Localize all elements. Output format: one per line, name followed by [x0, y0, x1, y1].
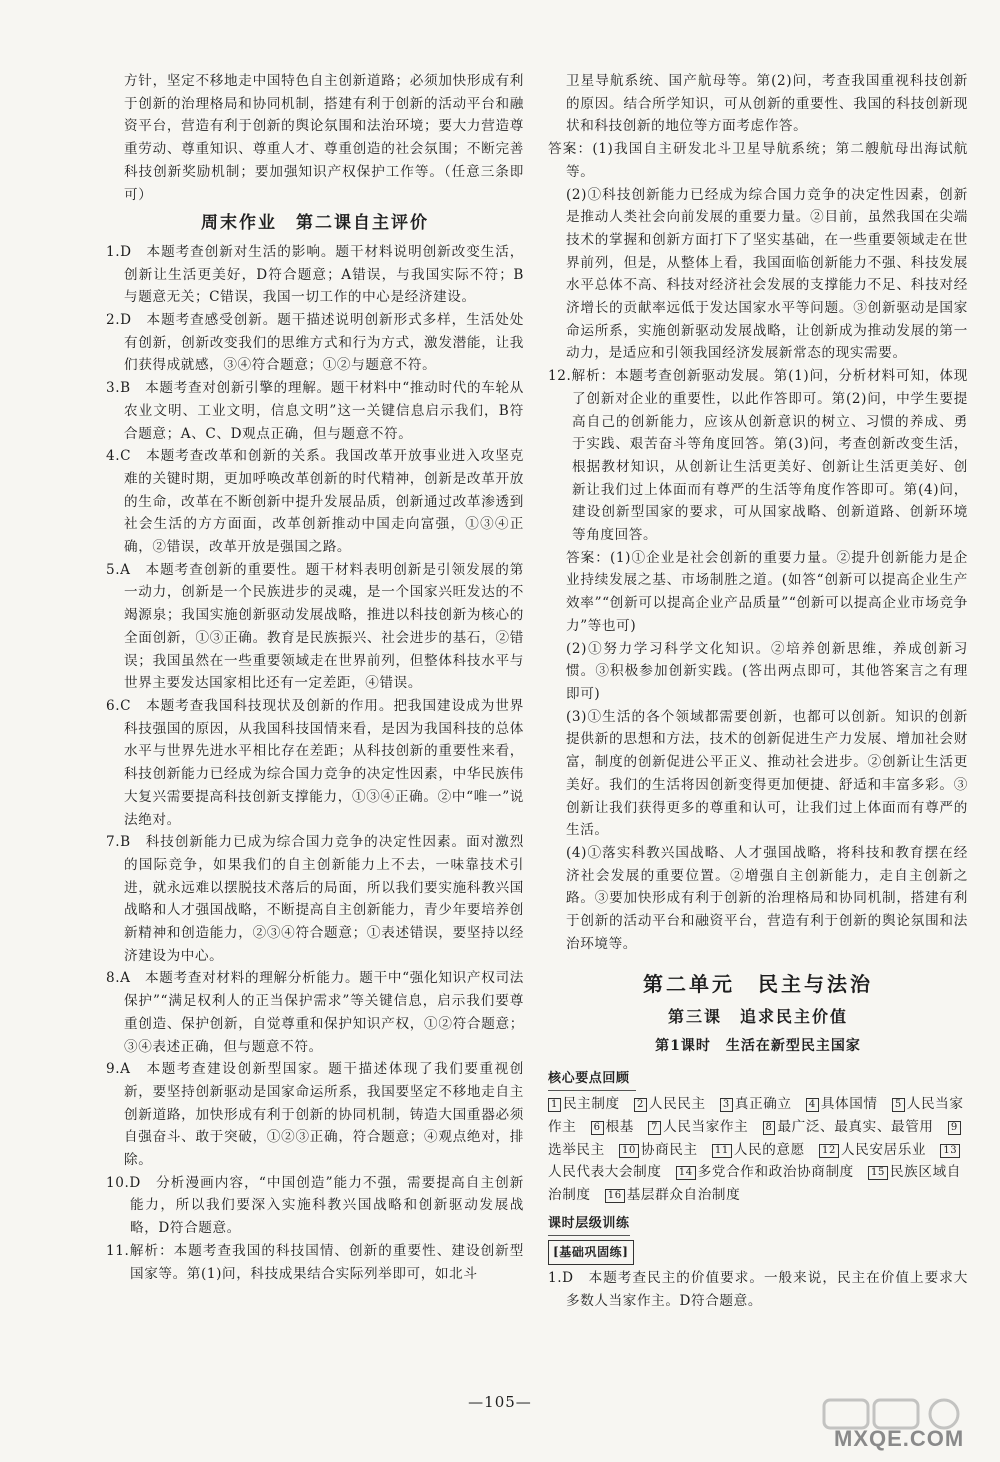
core-points-list: [548, 1093, 968, 1207]
core-point-text: 人民代表大会制度: [548, 1164, 662, 1181]
core-point-item: [605, 1187, 755, 1203]
core-point-number: 1: [548, 1098, 561, 1112]
core-point-item: [763, 1119, 948, 1135]
core-point-number: 9: [948, 1121, 961, 1135]
core-point-text: 人民当家作主: [548, 1096, 964, 1135]
watermark-text: MXQE.COM: [834, 1426, 965, 1451]
core-point-number: 14: [676, 1166, 696, 1180]
core-point-text: 协商民主: [640, 1141, 698, 1158]
core-point-number: 5: [892, 1098, 905, 1112]
core-point-text: 真正确立: [734, 1096, 792, 1113]
period-title: 第1课时 生活在新型民主国家: [655, 1037, 861, 1054]
core-point-text: 人民安居乐业: [840, 1141, 927, 1158]
core-point-item: [819, 1142, 940, 1158]
core-point-number: 13: [940, 1144, 960, 1158]
core-point-item: [591, 1119, 649, 1135]
analysis-12: 12.解析：本题考查创新驱动发展。第(1)问，分析材料可知，体现了创新对企业的重要性，以此作答即可。第(2)问，中学生要提高自己的创新能力，应该从创新意识的树立、习惯的养成、勇于实践、艰苦奋斗等角度回答。第(3)问，考查创新改变生活，根据教材知识，从创新让生活更美好、创新让生活更美好、创新让我们过上体面而有尊严的生活等角度作答即可。第(4)问，建设创新型国家的要求，可从国家战略、创新道路、创新环境等角度回答。: [548, 368, 968, 544]
core-point-text: 人民的意愿: [733, 1141, 805, 1158]
left-column: [106, 70, 524, 1285]
answer-item: 3.B 本题考查对创新引擎的理解。题干材料中“推动时代的车轮从农业文明、工业文明，信息文明”这一关键信息启示我们，B符合题意；A、C、D观点正确，但与题意不符。: [106, 380, 524, 442]
answer-12-part2: (2)①努力学习科学文化知识。②培养创新思维，养成创新习惯。③积极参加创新实践。(答出两点即可，其他答案言之有理即可): [566, 640, 968, 702]
continued-paragraph: 方针，坚定不移地走中国特色自主创新道路；必须加快形成有利于创新的治理格局和协同机制，搭建有利于创新的活动平台和融资平台，营造有利于创新的舆论氛围和法治环境；要大力营造尊重劳动、尊重知识、尊重人才、尊重创造的社会氛围；不断完善科技创新奖励机制；要加强知识产权保护工作等。（任意三条即可）: [124, 73, 524, 203]
lesson-title: 第三课 追求民主价值: [667, 1007, 848, 1027]
answer-12-part4: (4)①落实科教兴国战略、人才强国战略，将科技和教育摆在经济社会发展的重要位置。②增强自主创新能力，走自主创新之路。③要加快形成有利于创新的治理格局和协同机制，搭建有利于创新的活动平台和融资平台，营造有利于创新的舆论氛围和法治环境等。: [566, 844, 968, 952]
core-point-number: 16: [605, 1189, 625, 1203]
core-point-text: 选举民主: [548, 1141, 605, 1158]
core-point-number: 7: [648, 1121, 661, 1135]
core-point-item: [720, 1096, 806, 1112]
core-point-text: 人民民主: [648, 1096, 706, 1113]
core-point-text: 基层群众自治制度: [626, 1187, 741, 1204]
core-point-number: 6: [591, 1121, 604, 1135]
drill-heading: 课时层级训练: [548, 1213, 630, 1237]
core-point-number: 2: [634, 1098, 647, 1112]
answer-12-part3: (3)①生活的各个领域都需要创新，也都可以创新。知识的创新提供新的思想和方法，技术的创新促进生产力发展、增加社会财富，制度的创新促进公平正义、推动社会进步。②创新让生活更美好。我们的生活将因创新变得更加便捷、舒适和丰富多彩。③创新让我们获得更多的尊重和认可，让我们过上体面而有尊严的生活。: [566, 708, 968, 839]
answer-item: 10.D 分析漫画内容，“中国创造”能力不强，需要提高自主创新能力，所以我们要深入实施科教兴国战略和创新驱动发展战略，D符合题意。: [106, 1174, 524, 1237]
answer-11-part1: 答案：(1)我国自主研发北斗卫星导航系统；第二艘航母出海试航等。: [548, 141, 968, 180]
core-point-item: [712, 1142, 819, 1158]
answer-item: 11.解析：本题考查我国的科技国情、创新的重要性、建设创新型国家等。第(1)问，科技成果结合实际列举即可，如北斗: [106, 1242, 524, 1282]
answer-item: 7.B 科技创新能力已成为综合国力竞争的决定性因素。面对激烈的国际竞争，如果我们的自主创新能力上不去，一味靠技术引进，就永远难以摆脱技术落后的局面，所以我们要实施科教兴国战略和人才强国战略，不断提高自主创新能力，青少年要培养创新精神和创造能力，②③④符合题意；①表述错误，要坚持以经济建设为中心。: [106, 834, 524, 964]
core-point-number: 4: [806, 1098, 819, 1112]
answer-item: 6.C 本题考查我国科技现状及创新的作用。把我国建设成为世界科技强国的原因，从我国科技国情来看，是因为我国科技的总体水平与世界先进水平相比存在差距；从科技创新的重要性来看，科技创新能力已经成为综合国力竞争的决定性因素，中华民族伟大复兴需要提高科技创新支撑能力，①③④正确。②中“唯一”说法绝对。: [106, 697, 524, 828]
core-point-text: 人民当家作主: [663, 1118, 749, 1135]
core-point-number: 12: [819, 1144, 839, 1158]
core-point-item: [548, 1096, 634, 1112]
core-point-number: 10: [619, 1144, 639, 1158]
core-point-item: [619, 1142, 712, 1158]
answer-12-part1: 答案：(1)①企业是社会创新的重要力量。②提升创新能力是企业持续发展之基、市场制胜之道。(如答“创新可以提高企业生产效率”“创新可以提高企业产品质量”“创新可以提高企业市场竞争力”等也可): [566, 549, 968, 634]
core-point-text: 民族区域自治制度: [548, 1164, 961, 1204]
core-point-number: 3: [720, 1098, 733, 1112]
answer-11-part2: (2)①科技创新能力已经成为综合国力竞争的决定性因素，创新是推动人类社会向前发展的重要力量。②目前，虽然我国在尖端技术的掌握和创新方面打下了坚实基础，在一些重要领域走在世界前列，但是，从整体上看，我国面临创新能力不强、科技发展水平总体不高、科技对经济社会发展的支撑能力不足、科技对经济增长的贡献率远低于发达国家水平等问题。③创新驱动是国家命运所系，实施创新驱动发展战略，让创新成为推动发展的第一动力，是适应和引领我国经济发展新常态的现实需要。: [566, 186, 968, 362]
answer-item: 1.D 本题考查创新对生活的影响。题干材料说明创新改变生活，创新让生活更美好，D符合题意；A错误，与我国实际不符；B与题意无关；C错误，我国一切工作的中心是经济建设。: [106, 243, 524, 306]
page-number: —105—: [468, 1393, 532, 1411]
core-point-item: [634, 1096, 720, 1112]
core-point-item: [806, 1096, 892, 1112]
core-point-text: 根基: [605, 1118, 634, 1135]
core-point-text: 多党合作和政治协商制度: [697, 1164, 854, 1181]
unit-title: 第二单元 民主与法治: [643, 972, 873, 997]
answer-item: 5.A 本题考查创新的重要性。题干材料表明创新是引领发展的第一动力，创新是一个民族进步的灵魂，是一个国家兴旺发达的不竭源泉；我国实施创新驱动发展战略，推进以科技创新为核心的全面创新，①③正确。教育是民族振兴、社会进步的基石，②错误；我国虽然在一些重要领域走在世界前列，但整体科技水平与世界主要发达国家相比还有一定差距，④错误。: [106, 561, 524, 692]
core-point-text: 具体国情: [820, 1096, 878, 1113]
core-point-number: 15: [868, 1166, 888, 1180]
answer-item: 9.A 本题考查建设创新型国家。题干描述体现了我们要重视创新，要坚持创新驱动是国家命运所系，我国要坚定不移地走自主创新道路，加快形成有利于创新的协同机制，铸造大国重器必须自强奋斗、敢于突破，①②③正确，符合题意；④观点绝对，排除。: [106, 1061, 524, 1169]
right-column: [548, 70, 968, 1313]
answer-item: 1.D 本题考查民主的价值要求。一般来说，民主在价值上要求大多数人当家作主。D符合题意。: [548, 1270, 968, 1309]
answer-item: 2.D 本题考查感受创新。题干描述说明创新形式多样，生活处处有创新，创新改变我们的思维方式和行为方式，激发潜能，让我们获得成就感，③④符合题意；①②与题意不符。: [106, 312, 524, 374]
continued-paragraph: 卫星导航系统、国产航母等。第(2)问，考查我国重视科技创新的原因。结合所学知识，可从创新的重要性、我国的科技创新现状和科技创新的地位等方面考虑作答。: [566, 73, 968, 135]
core-point-text: 最广泛、最真实、最管用: [777, 1118, 934, 1135]
core-point-item: [648, 1119, 762, 1135]
core-point-number: 11: [712, 1144, 732, 1158]
answer-item: 8.A 本题考查对材料的理解分析能力。题干中“强化知识产权司法保护”“满足权利人的正当保护需求”等关键信息，启示我们要尊重创造、保护创新，自觉尊重和保护知识产权，①②符合题意；③④表述正确，但与题意不符。: [106, 970, 524, 1055]
core-point-number: 8: [763, 1121, 776, 1135]
core-point-item: [676, 1164, 868, 1180]
core-point-text: 民主制度: [562, 1096, 620, 1113]
section-title: 周末作业 第二课自主评价: [201, 213, 429, 234]
core-points-heading: 核心要点回顾: [548, 1068, 636, 1092]
answer-item: 4.C 本题考查改革和创新的关系。我国改革开放事业进入攻坚克难的关键时期，更加呼唤改革创新的时代精神，创新是改革开放的生命，改革在不断创新中提升发展品质，创新通过改革渗透到社会生活的方方面面，改革创新推动中国走向富强，①③④正确，②错误，改革开放是强国之路。: [106, 448, 524, 556]
basic-practice-heading: [基础巩固练]: [548, 1240, 634, 1265]
